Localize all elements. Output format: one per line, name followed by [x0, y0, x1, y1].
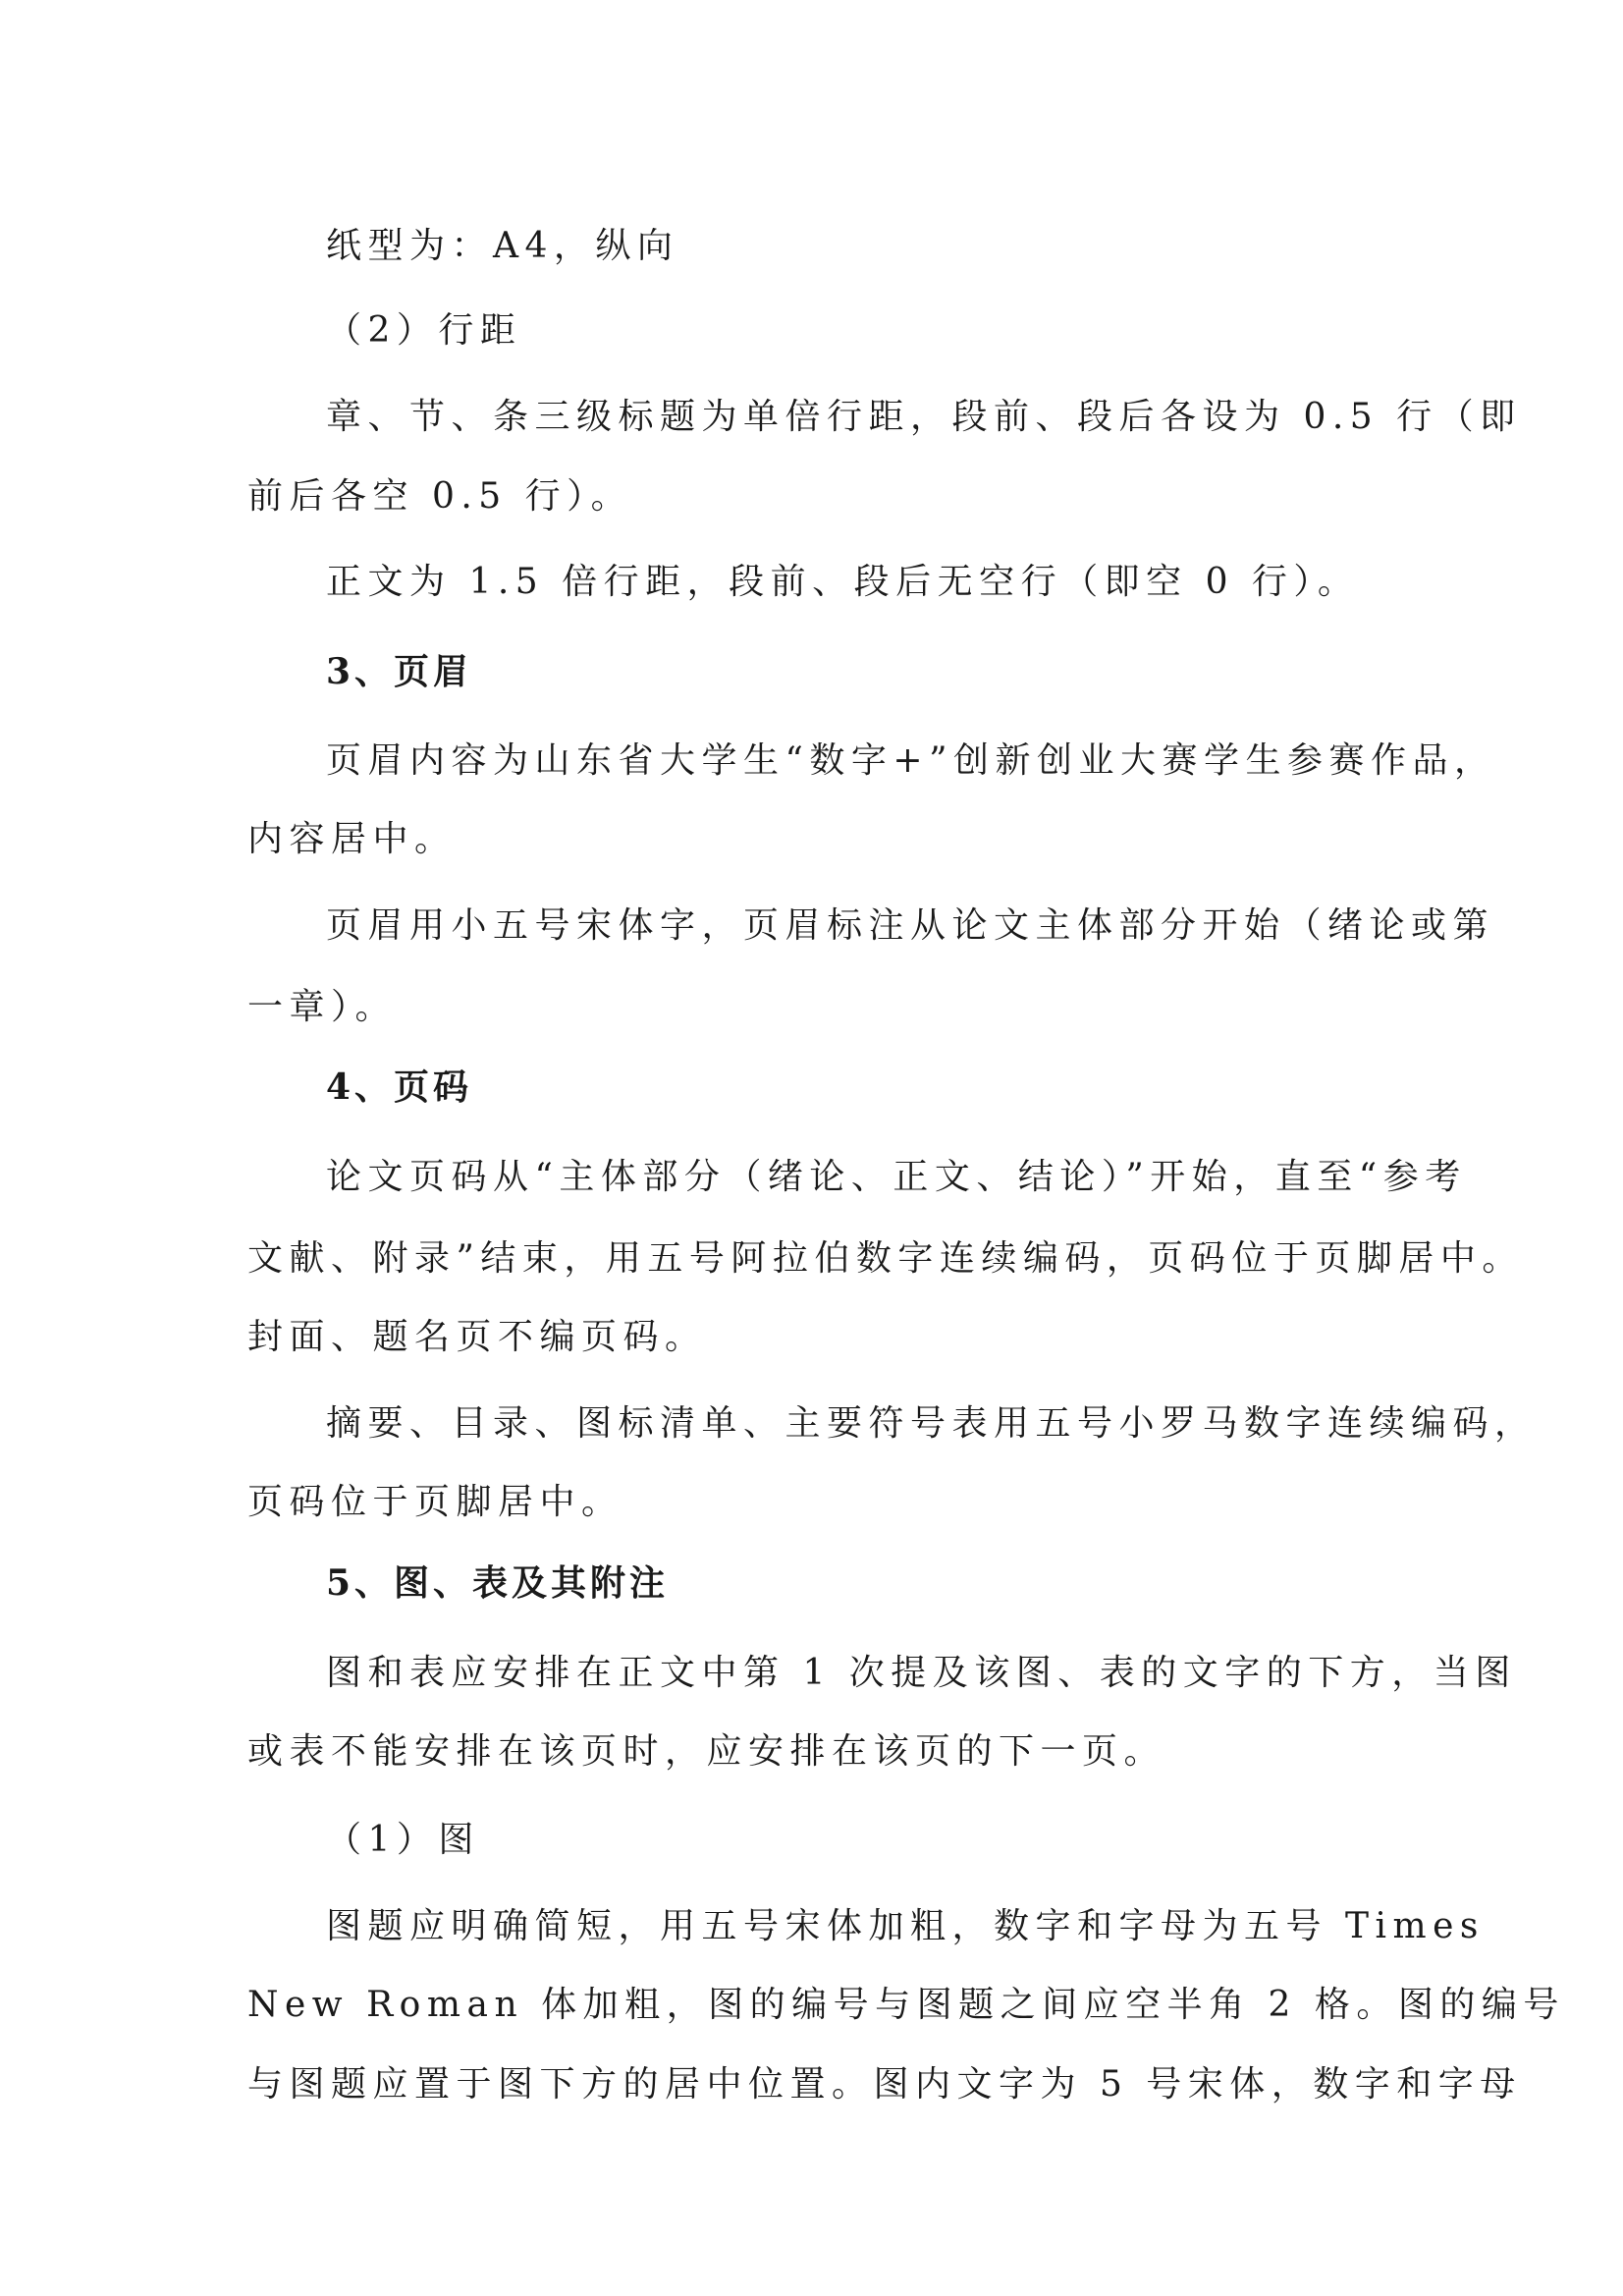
paragraph-line: 页眉用小五号宋体字，页眉标注从论文主体部分开始（绪论或第 — [326, 905, 1495, 946]
figure-subheading: （1）图 — [326, 1820, 480, 1860]
section-heading-page-number: 4、页码 — [326, 1066, 473, 1108]
paragraph-line: 章、节、条三级标题为单倍行距，段前、段后各设为 0.5 行（即 — [326, 397, 1522, 437]
paragraph-line: 与图题应置于图下方的居中位置。图内文字为 5 号宋体，数字和字母 — [247, 2064, 1522, 2105]
paragraph-line: 论文页码从“主体部分（绪论、正文、结论）”开始，直至“参考 — [326, 1157, 1467, 1197]
paragraph-line: 图题应明确简短，用五号宋体加粗，数字和字母为五号 Times — [326, 1906, 1485, 1946]
section-heading-header: 3、页眉 — [326, 651, 473, 692]
paragraph-line: 文献、附录”结束，用五号阿拉伯数字连续编码，页码位于页脚居中。 — [247, 1238, 1524, 1279]
paragraph-line: 摘要、目录、图标清单、主要符号表用五号小罗马数字连续编码， — [326, 1403, 1537, 1444]
paragraph-line: 页眉内容为山东省大学生“数字+”创新创业大赛学生参赛作品， — [326, 740, 1496, 781]
paragraph-line: 前后各空 0.5 行）。 — [247, 476, 633, 517]
paragraph-line: 图和表应安排在正文中第 1 次提及该图、表的文字的下方，当图 — [326, 1653, 1517, 1693]
paragraph-line: 封面、题名页不编页码。 — [247, 1317, 707, 1357]
paragraph-line: 正文为 1.5 倍行距，段前、段后无空行（即空 0 行）。 — [326, 562, 1360, 602]
paper-type-line: 纸型为：A4，纵向 — [326, 226, 679, 266]
paragraph-line: 一章）。 — [247, 987, 398, 1027]
line-spacing-heading: （2）行距 — [326, 310, 522, 351]
paragraph-line: New Roman 体加粗，图的编号与图题之间应空半角 2 格。图的编号 — [247, 1985, 1565, 2025]
paragraph-line: 或表不能安排在该页时，应安排在该页的下一页。 — [247, 1731, 1166, 1772]
paragraph-line: 页码位于页脚居中。 — [247, 1482, 623, 1522]
section-heading-figures-tables: 5、图、表及其附注 — [326, 1562, 670, 1604]
paragraph-line: 内容居中。 — [247, 819, 457, 859]
